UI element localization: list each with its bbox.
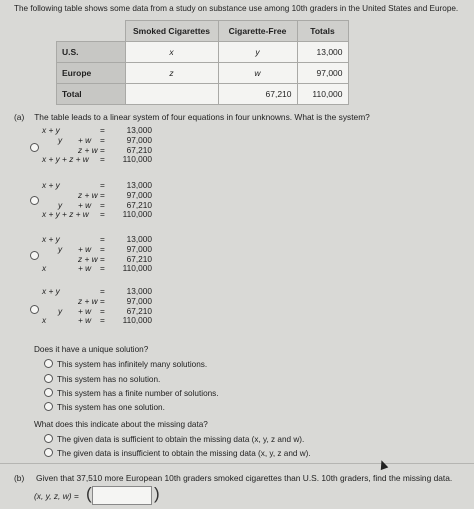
part-b-label: (b) [14, 473, 25, 483]
part-b-text: Given that 37,510 more European 10th graders smoked cigarettes than U.S. 10th graders, find the missing data. [36, 473, 453, 483]
table-cell: 110,000 [297, 84, 348, 105]
radio-button[interactable] [44, 402, 53, 411]
row-label: Europe [57, 63, 126, 84]
option-label: The given data is insufficient to obtain the missing data (x, y, z and w). [57, 449, 311, 458]
table-cell: z [125, 63, 218, 84]
part-a-question [14, 112, 370, 122]
table-header: Totals [297, 21, 348, 42]
radio-button[interactable] [30, 305, 39, 314]
equation-group: x + y = 13,000 y + w = 97,000 z + w = 67,210 x + y + z + w = 110,000 [42, 125, 152, 165]
radio-button[interactable] [44, 359, 53, 368]
radio-button[interactable] [30, 143, 39, 152]
table-cell: x [125, 42, 218, 63]
radio-button[interactable] [44, 448, 53, 457]
table-cell: 13,000 [297, 42, 348, 63]
part-b-section [0, 463, 474, 509]
table-header-empty [57, 21, 126, 42]
missing-data-question: What does this indicate about the missing data? [34, 420, 208, 429]
radio-button[interactable] [44, 388, 53, 397]
option-label: This system has infinitely many solutions. [57, 360, 208, 369]
radio-button[interactable] [30, 251, 39, 260]
unique-option-3[interactable] [44, 388, 219, 398]
radio-button[interactable] [44, 434, 53, 443]
part-a-text: The table leads to a linear system of four equations in four unknowns. What is the system? [34, 112, 370, 122]
table-cell: 67,210 [218, 84, 297, 105]
table-row [57, 63, 349, 84]
row-label: U.S. [57, 42, 126, 63]
missing-option-2[interactable] [44, 448, 311, 458]
table-cell: y [218, 42, 297, 63]
option-label: This system has one solution. [57, 403, 165, 412]
option-label: This system has a finite number of solutions. [57, 389, 219, 398]
missing-option-1[interactable] [44, 434, 304, 444]
equation-group: x + y = 13,000 z + w = 97,000 y + w = 67,210 x + y + z + w = 110,000 [42, 180, 152, 220]
table-cell: 97,000 [297, 63, 348, 84]
option-label: This system has no solution. [57, 375, 161, 384]
data-table [56, 20, 349, 105]
close-paren-icon: ) [154, 484, 160, 503]
table-header-row [57, 21, 349, 42]
row-label: Total [57, 84, 126, 105]
table-cell: w [218, 63, 297, 84]
unique-option-2[interactable] [44, 374, 160, 384]
table-row [57, 42, 349, 63]
radio-button[interactable] [44, 374, 53, 383]
open-paren-icon: ( [86, 484, 92, 503]
unique-option-1[interactable] [44, 359, 207, 369]
part-a-label: (a) [14, 112, 25, 122]
table-row [57, 84, 349, 105]
radio-button[interactable] [30, 196, 39, 205]
answer-label: (x, y, z, w) = [34, 491, 79, 501]
table-cell [125, 84, 218, 105]
answer-input[interactable] [92, 486, 152, 505]
unique-solution-question: Does it have a unique solution? [34, 345, 149, 354]
table-header: Cigarette-Free [218, 21, 297, 42]
table-header: Smoked Cigarettes [125, 21, 218, 42]
unique-option-4[interactable] [44, 402, 165, 412]
option-label: The given data is sufficient to obtain the missing data (x, y, z and w). [57, 435, 305, 444]
intro-text: The following table shows some data from a study on substance use among 10th graders in the United States and Europe. [14, 4, 459, 13]
equation-group: x + y = 13,000 y + w = 97,000 z + w = 67,210 x + w = 110,000 [42, 234, 152, 274]
equation-group: x + y = 13,000 z + w = 97,000 y + w = 67,210 x + w = 110,000 [42, 286, 152, 326]
